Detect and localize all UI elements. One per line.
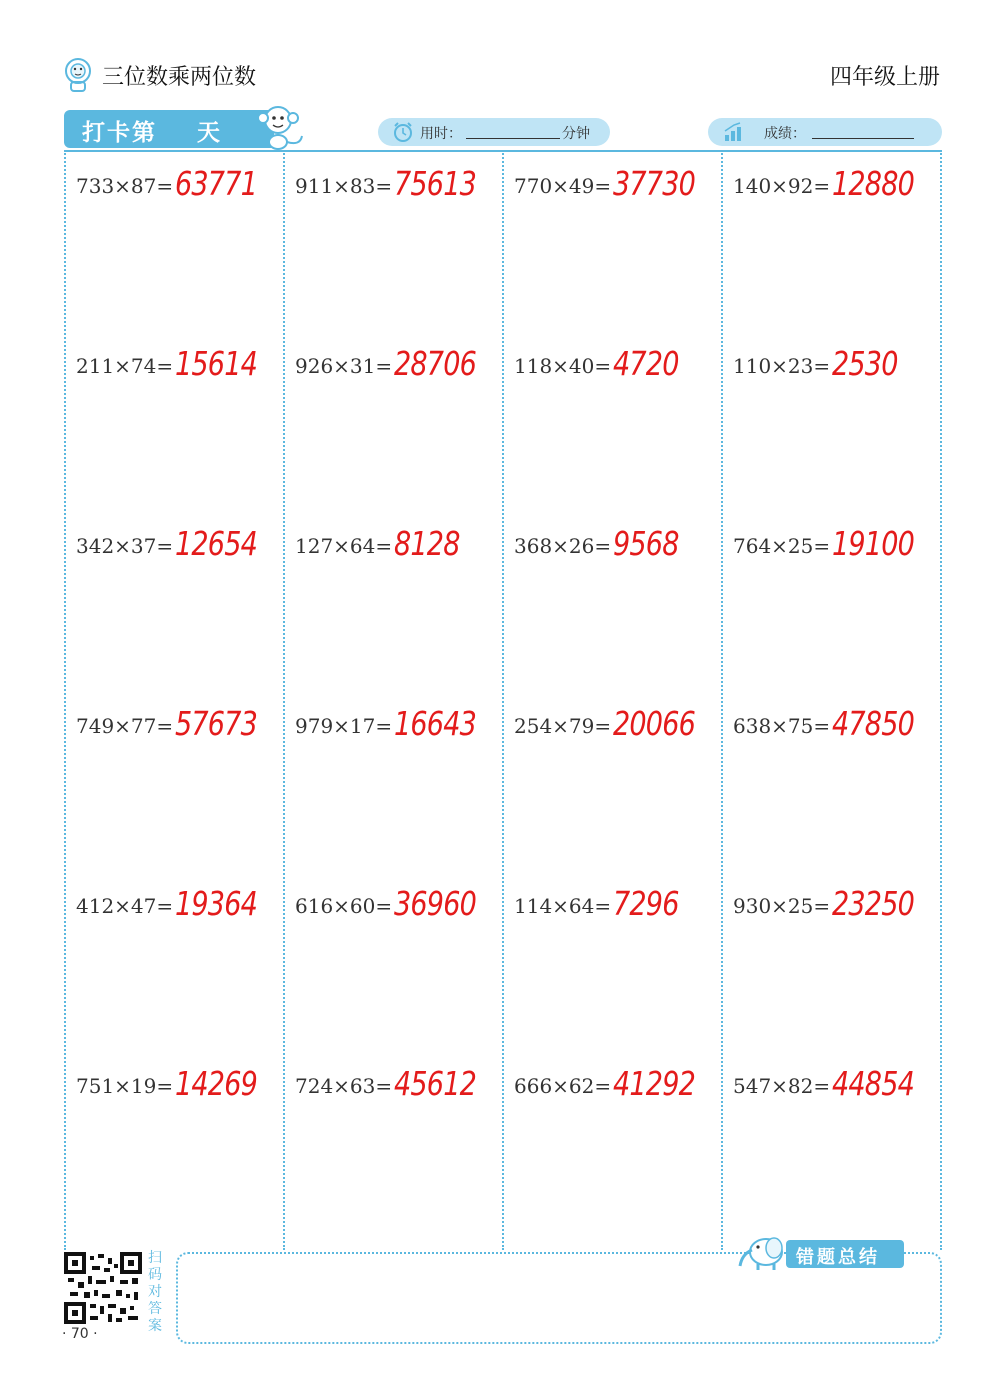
problem-cell [283,510,502,690]
handwritten-answer: 63771 [175,164,257,203]
problem-cell [283,870,502,1050]
problem-cell [502,870,721,1050]
monkey-mascot-icon [254,102,308,150]
time-unit: 分钟 [562,126,590,142]
problem-expression: 751×19= [76,1074,174,1098]
bar-chart-icon [722,121,744,143]
problem-expression: 749×77= [76,714,174,738]
checkin-label: 打卡第 天 [82,120,223,146]
page-topic: 三位数乘两位数 [102,65,257,90]
time-blank [466,138,560,139]
alarm-clock-icon [392,121,414,143]
problem-expression: 114×64= [514,894,612,918]
problem-expression: 638×75= [733,714,831,738]
problem-cell [64,690,283,870]
problem-expression: 724×63= [295,1074,393,1098]
page-number: · 70 · [62,1326,98,1342]
problem-cell [721,330,940,510]
problem-cell [502,510,721,690]
problem-cell [64,330,283,510]
handwritten-answer: 44854 [832,1064,914,1103]
problem-expression: 930×25= [733,894,831,918]
problem-cell [64,870,283,1050]
handwritten-answer: 4720 [613,344,679,383]
handwritten-answer: 7296 [613,884,679,923]
problem-cell [64,510,283,690]
handwritten-answer: 15614 [175,344,257,383]
problem-cell [283,150,502,330]
handwritten-answer: 36960 [394,884,476,923]
summary-label: 错题总结 [796,1247,880,1268]
handwritten-answer: 75613 [394,164,476,203]
problem-cell [721,690,940,870]
problem-expression: 211×74= [76,354,174,378]
problem-expression: 254×79= [514,714,612,738]
grid-line-4 [940,150,942,1250]
score-label: 成绩： [764,126,806,142]
problem-expression: 979×17= [295,714,393,738]
mistake-summary-tag [786,1240,904,1268]
time-field [378,118,610,146]
problem-expression: 764×25= [733,534,831,558]
problem-cell [64,1050,283,1230]
problem-expression: 547×82= [733,1074,831,1098]
problem-cell [502,690,721,870]
problem-cell [721,150,940,330]
problem-cell [502,150,721,330]
problem-expression: 770×49= [514,174,612,198]
handwritten-answer: 45612 [394,1064,476,1103]
problem-expression: 911×83= [295,174,393,198]
handwritten-answer: 20066 [613,704,695,743]
lion-mascot-icon [60,56,96,92]
problem-expression: 412×47= [76,894,174,918]
problem-cell [721,1050,940,1230]
problem-cell [502,1050,721,1230]
problem-expression: 127×64= [295,534,393,558]
problem-expression: 733×87= [76,174,174,198]
elephant-mascot-icon [734,1232,792,1272]
handwritten-answer: 37730 [613,164,695,203]
problem-expression: 368×26= [514,534,612,558]
handwritten-answer: 9568 [613,524,679,563]
problem-expression: 140×92= [733,174,831,198]
problem-cell [721,870,940,1050]
handwritten-answer: 2530 [832,344,898,383]
qr-code-icon[interactable] [64,1252,142,1324]
handwritten-answer: 47850 [832,704,914,743]
page-header [60,52,940,96]
problem-cell [64,150,283,330]
grade-label: 四年级上册 [829,65,940,90]
scan-for-answers-label: 扫码对答案 [148,1250,162,1334]
problem-expression: 666×62= [514,1074,612,1098]
problem-expression: 342×37= [76,534,174,558]
checkin-banner [64,110,274,148]
handwritten-answer: 12880 [832,164,914,203]
handwritten-answer: 57673 [175,704,257,743]
problem-cell [283,330,502,510]
problem-expression: 616×60= [295,894,393,918]
problem-expression: 926×31= [295,354,393,378]
handwritten-answer: 12654 [175,524,257,563]
problem-cell [283,1050,502,1230]
handwritten-answer: 16643 [394,704,476,743]
handwritten-answer: 8128 [394,524,460,563]
handwritten-answer: 19364 [175,884,257,923]
problem-cell [721,510,940,690]
handwritten-answer: 23250 [832,884,914,923]
time-label: 用时： [420,126,462,142]
problem-cell [283,690,502,870]
problem-expression: 118×40= [514,354,612,378]
handwritten-answer: 28706 [394,344,476,383]
score-blank [812,138,914,139]
problem-cell [502,330,721,510]
handwritten-answer: 19100 [832,524,914,563]
handwritten-answer: 14269 [175,1064,257,1103]
problem-expression: 110×23= [733,354,831,378]
score-field [708,118,942,146]
handwritten-answer: 41292 [613,1064,695,1103]
